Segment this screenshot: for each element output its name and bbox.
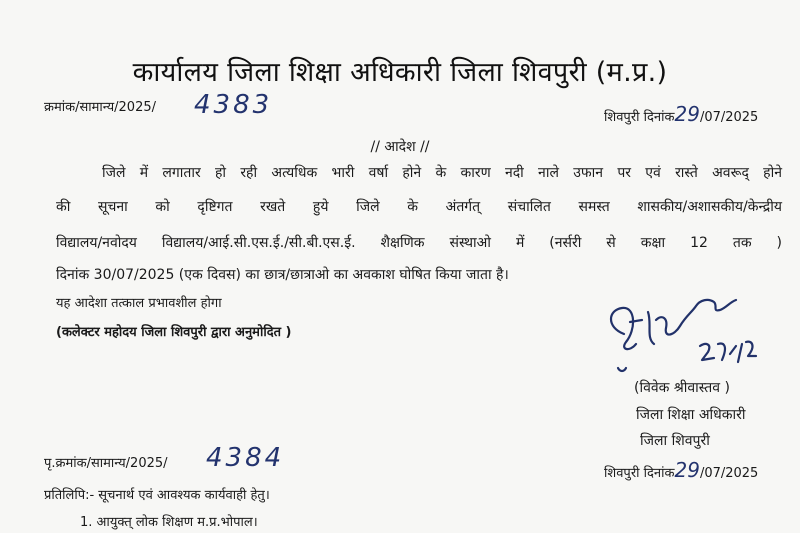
order-number (44, 97, 156, 115)
endorsement-date (604, 458, 758, 482)
signatory-name: (विवेक श्रीवास्तव ) (634, 380, 730, 396)
order-paragraph-line-4: दिनांक 30/07/2025 (एक दिवस) का छात्र/छात्राओ का अवकाश घोषित किया जाता है। (56, 267, 509, 283)
signature-stroke-main (630, 300, 736, 344)
order-date-day: 29 (674, 102, 700, 126)
signatory-district: जिला शिवपुरी (640, 433, 710, 449)
signatory-designation: जिला शिक्षा अधिकारी (636, 407, 746, 423)
endorsement-number (44, 453, 168, 471)
office-title: कार्यालय जिला शिक्षा अधिकारी जिला शिवपुरी (म.प्र.) (132, 57, 668, 88)
signature-stroke-tail (618, 368, 626, 371)
order-paragraph-line-2: की सूचना को दृष्टिगत रखते हुये जिले के अंतर्गत् संचालित समस्त शासकीय/अशासकीय/केन्द्रीय (56, 199, 782, 215)
endorsement-date-rest: /07/2025 (699, 466, 759, 481)
copy-to-note: प्रतिलिपि:- सूचनार्थ एवं आवश्यक कार्यवाही हेतु। (44, 488, 270, 503)
officer-signature (596, 272, 786, 382)
recipient-item: 1. आयुक्त् लोक शिक्षण म.प्र.भोपाल। (80, 515, 258, 530)
order-paragraph-line-1: जिले में लगातार हो रही अत्यधिक भारी वर्षा होने के कारण नदी नाले उफान पर एवं रास्ते अवरूद् होने (102, 165, 782, 181)
order-paragraph-line-3: विद्यालय/नवोदय विद्यालय/आई.सी.एस.ई./सी.बी.एस.ई. शैक्षणिक संस्थाओ में (नर्सरी से कक्षा 12 तक ) (56, 235, 782, 251)
order-heading: // आदेश // (370, 139, 430, 155)
signature-stroke-loop (611, 308, 636, 349)
order-date-rest: /07/2025 (699, 110, 759, 125)
approval-note: (कलेक्टर महोदय जिला शिवपुरी द्वारा अनुमोदित ) (56, 325, 292, 340)
endorsement-number-label: पृ.क्रमांक/सामान्य/2025/ (44, 456, 168, 471)
effective-note: यह आदेशा तत्काल प्रभावशील होगा (56, 296, 222, 311)
signature-stroke-date (700, 342, 756, 362)
endorsement-date-day: 29 (674, 458, 700, 482)
order-number-handwritten: 4383 (194, 90, 273, 120)
endorsement-date-label: शिवपुरी दिनांक (604, 466, 675, 481)
order-date (604, 102, 758, 126)
endorsement-number-handwritten: 4384 (206, 443, 285, 473)
order-number-label: क्रमांक/सामान्य/2025/ (44, 100, 157, 115)
order-date-label: शिवपुरी दिनांक (604, 110, 675, 125)
